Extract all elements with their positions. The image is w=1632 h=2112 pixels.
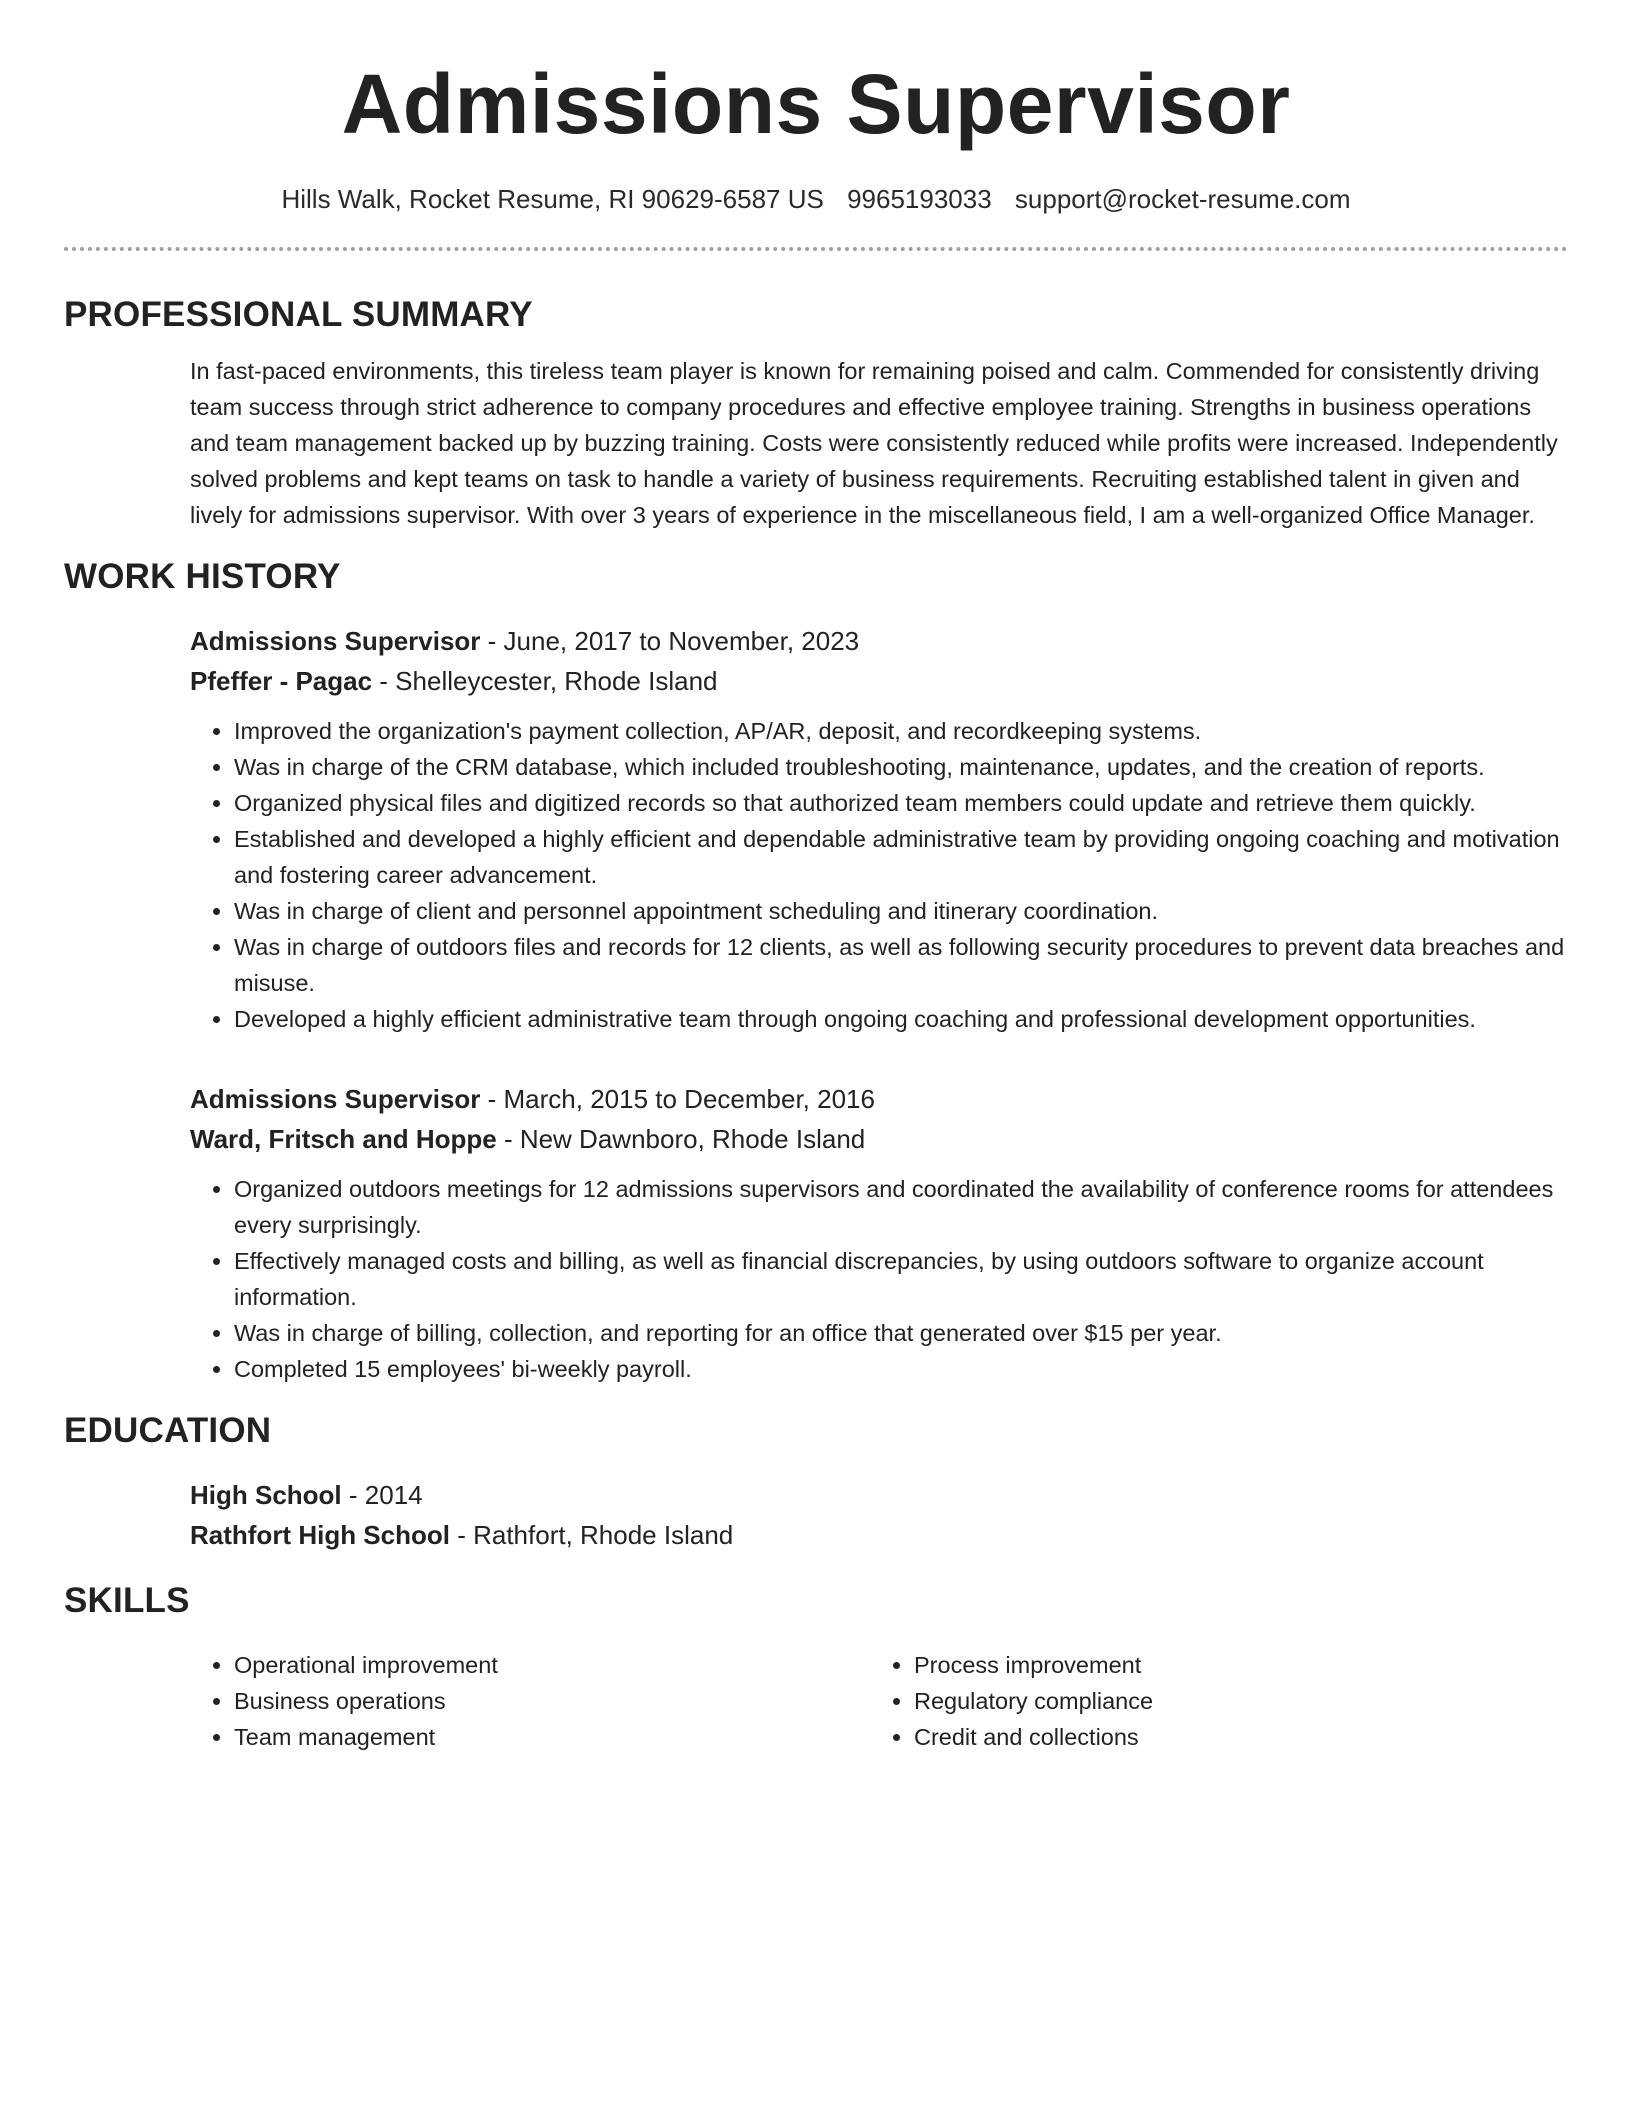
- job-dates: - March, 2015 to December, 2016: [480, 1084, 875, 1114]
- job-bullet: • Established and developed a highly efficient and dependable administrative team by providing ongoing coaching and motivation and fostering career advancement.: [234, 821, 1568, 893]
- job-role: Admissions Supervisor: [190, 626, 481, 656]
- job-title-line: [190, 621, 1568, 661]
- skills-list-left: [190, 1647, 870, 1755]
- job-bullet: • Was in charge of client and personnel appointment scheduling and itinerary coordination.: [234, 893, 1568, 929]
- job-location: - Shelleycester, Rhode Island: [372, 666, 718, 696]
- job-bullets: [190, 713, 1568, 1037]
- job-company: Pfeffer - Pagac: [190, 666, 373, 696]
- job-company-line: [190, 661, 1568, 701]
- skills-list-right: [870, 1647, 1550, 1755]
- contact-line: [64, 184, 1568, 215]
- header-divider: [64, 247, 1568, 251]
- skills-grid: [190, 1647, 1568, 1755]
- job-company: Ward, Fritsch and Hoppe: [190, 1124, 497, 1154]
- education-school-line: [190, 1515, 1568, 1555]
- job-entry: [190, 621, 1568, 1037]
- job-bullets: [190, 1171, 1568, 1387]
- skill-item: • Process improvement: [914, 1647, 1550, 1683]
- job-company-line: [190, 1119, 1568, 1159]
- education-year: - 2014: [341, 1480, 423, 1510]
- section-title-summary: PROFESSIONAL SUMMARY: [64, 295, 533, 334]
- skill-item: • Team management: [234, 1719, 870, 1755]
- job-dates: - June, 2017 to November, 2023: [480, 626, 860, 656]
- contact-email: support@rocket-resume.com: [1014, 184, 1351, 214]
- job-bullet: • Was in charge of the CRM database, which included troubleshooting, maintenance, updates, and the creation of reports.: [234, 749, 1568, 785]
- education-degree: High School: [190, 1480, 342, 1510]
- job-entry: [190, 1079, 1568, 1387]
- skill-item: • Credit and collections: [914, 1719, 1550, 1755]
- job-bullet: • Improved the organization's payment collection, AP/AR, deposit, and recordkeeping systems.: [234, 713, 1568, 749]
- section-title-education: EDUCATION: [64, 1411, 272, 1450]
- job-title-line: [190, 1079, 1568, 1119]
- skill-item: • Business operations: [234, 1683, 870, 1719]
- contact-address: Hills Walk, Rocket Resume, RI 90629-6587 US: [281, 184, 824, 214]
- job-role: Admissions Supervisor: [190, 1084, 481, 1114]
- skills-column-left: [190, 1647, 870, 1755]
- skill-item: • Regulatory compliance: [914, 1683, 1550, 1719]
- education-degree-line: [190, 1475, 1568, 1515]
- job-bullet: • Effectively managed costs and billing, as well as financial discrepancies, by using outdoors software to organize account information.: [234, 1243, 1568, 1315]
- summary-text: In fast-paced environments, this tireless team player is known for remaining poised and calm. Commended for consistently driving team success through strict adherence to company procedures and effective employee training. Strengths in business operations and team management backed up by buzzing training. Costs were consistently reduced while profits were increased. Independently solved problems and kept teams on task to handle a variety of business requirements. Recruiting established talent in given and lively for admissions supervisor. With over 3 years of experience in the miscellaneous field, I am a well-organized Office Manager.: [190, 358, 1558, 528]
- skill-item: • Operational improvement: [234, 1647, 870, 1683]
- skills-column-right: [870, 1647, 1550, 1755]
- job-bullet: • Developed a highly efficient administrative team through ongoing coaching and professional development opportunities.: [234, 1001, 1568, 1037]
- section-title-work-history: WORK HISTORY: [64, 557, 341, 596]
- job-bullet: • Was in charge of outdoors files and records for 12 clients, as well as following security procedures to prevent data breaches and misuse.: [234, 929, 1568, 1001]
- work-history-body: [190, 621, 1568, 1387]
- job-bullet: • Organized outdoors meetings for 12 admissions supervisors and coordinated the availability of conference rooms for attendees every surprisingly.: [234, 1171, 1568, 1243]
- education-location: - Rathfort, Rhode Island: [449, 1520, 734, 1550]
- contact-phone: 9965193033: [847, 184, 992, 214]
- section-title-skills: SKILLS: [64, 1581, 190, 1620]
- summary-body: [190, 353, 1568, 533]
- job-bullet: • Was in charge of billing, collection, and reporting for an office that generated over $15 per year.: [234, 1315, 1568, 1351]
- job-location: - New Dawnboro, Rhode Island: [496, 1124, 866, 1154]
- job-bullet: • Organized physical files and digitized records so that authorized team members could update and retrieve them quickly.: [234, 785, 1568, 821]
- education-school: Rathfort High School: [190, 1520, 450, 1550]
- education-body: [190, 1475, 1568, 1555]
- job-bullet: • Completed 15 employees' bi-weekly payroll.: [234, 1351, 1568, 1387]
- resume-name: Admissions Supervisor: [341, 57, 1291, 151]
